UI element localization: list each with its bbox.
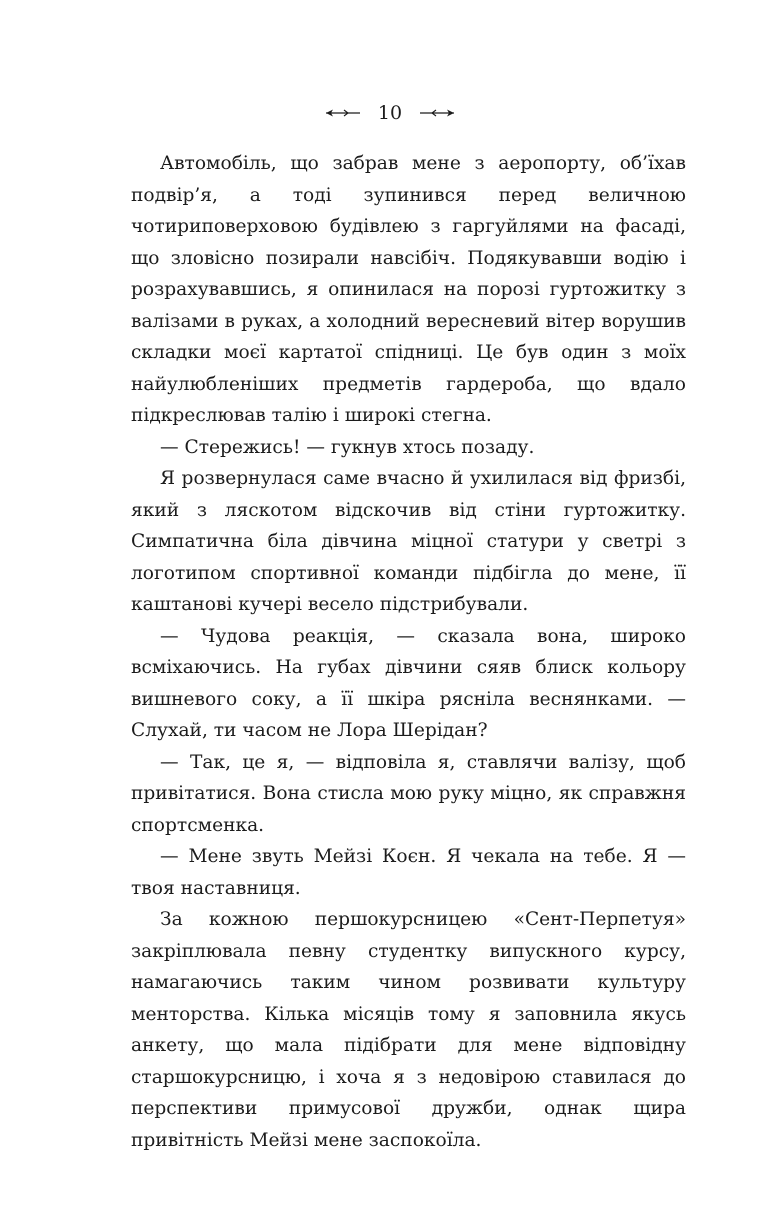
page-body-text (131, 148, 686, 1156)
paragraph: — Мене звуть Мейзі Коєн. Я чекала на тебе. Я — твоя наставниця. (131, 846, 686, 899)
paragraph: — Чудова реакція, — сказала вона, широко всміхаючись. На губах дівчини сяяв блиск кольору вишневого соку, а її шкіра рясніла веснянками. — Слухай, ти часом не Лора Шерідан? (131, 625, 686, 741)
page-number: 10 (377, 101, 403, 124)
page-header (0, 96, 780, 126)
paragraph: За кожною першокурсницею «Сент-Перпетуя» закріплювала певну студентку випускного курсу, намагаючись таким чином розвивати культуру менторства. Кілька місяців тому я заповнила якусь анкету, що мала підібрати для мене відповідну старшокурсницю, і хоча я з недовірою ставилася до перспективи примусової дружби, однак щира привітність Мейзі мене заспокоїла. (131, 909, 686, 1151)
paragraph: Автомобіль, що забрав мене з аеропорту, об’їхав подвір’я, а тоді зупинився перед величною чотириповерховою будівлею з гаргуйлями на фасаді, що зловісно позирали навсібіч. Подякувавши водію і розрахувавшись, я опинилася на порозі гуртожитку з валізами в руках, а холодний вересневий вітер ворушив складки моєї картатої спідниці. Це був один з моїх найулюбленіших предметів гардероба, що вдало підкреслював талію і широкі стегна. (131, 153, 686, 426)
left-ornament-icon (324, 107, 362, 119)
right-ornament-icon (418, 107, 456, 119)
paragraph: — Стережись! — гукнув хтось позаду. (160, 436, 535, 458)
paragraph: Я розвернулася саме вчасно й ухилилася від фризбі, який з ляскотом відскочив від стіни гуртожитку. Симпатична біла дівчина міцної статури у светрі з логотипом спортивної команди підбігла до мене, її каштанові кучері весело підстрибували. (131, 468, 686, 615)
paragraph: — Так, це я, — відповіла я, ставлячи валізу, щоб привітатися. Вона стисла мою руку міцно, як справжня спортсменка. (131, 751, 686, 836)
